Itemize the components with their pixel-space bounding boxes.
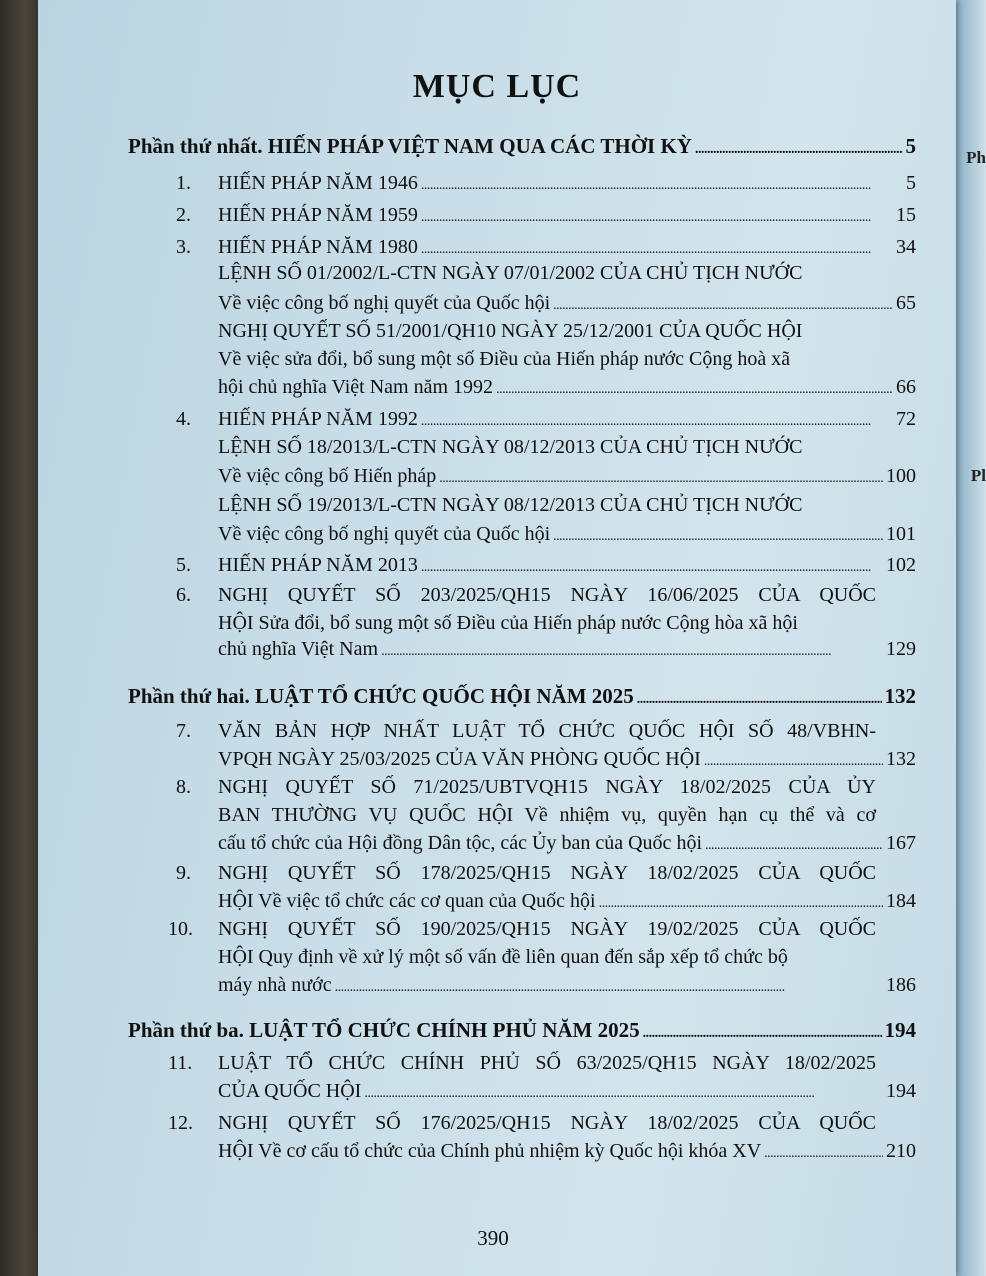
entry-10-line-3: máy nhà nước: [218, 974, 332, 996]
entry-5: [218, 554, 916, 577]
entry-4-title: HIẾN PHÁP NĂM 1992: [218, 408, 418, 430]
entry-12: [218, 1140, 916, 1163]
entry-5-title: HIẾN PHÁP NĂM 2013: [218, 554, 418, 576]
part-2-title: Phần thứ hai. LUẬT TỔ CHỨC QUỐC HỘI NĂM 2025: [128, 684, 634, 708]
part-3-entry: [128, 1018, 916, 1043]
entry-7-line-2: VPQH NGÀY 25/03/2025 CỦA VĂN PHÒNG QUỐC HỘI: [218, 748, 701, 770]
entry-11-line-2: CỦA QUỐC HỘI: [218, 1080, 362, 1102]
part-1-entry: [128, 134, 916, 159]
entry-3-page: 34: [896, 236, 916, 258]
leader-dots: [553, 298, 893, 314]
entry-1: [218, 172, 916, 195]
leader-dots: [496, 382, 893, 398]
entry-12-line-1: NGHỊ QUYẾT SỐ 176/2025/QH15 NGÀY 18/02/2025 CỦA QUỐC: [218, 1112, 876, 1134]
side-letter-1: Ph: [966, 148, 986, 167]
entry-8-line-3: cấu tổ chức của Hội đồng Dân tộc, các Ủy ban của Quốc hội: [218, 832, 702, 854]
entry-1-page: 5: [906, 172, 916, 194]
entry-7-number: 7.: [176, 720, 191, 742]
entry-9-line-2: HỘI Về việc tổ chức các cơ quan của Quốc hội: [218, 890, 596, 912]
entry-3: [218, 236, 916, 259]
page-title: MỤC LỤC: [412, 68, 582, 105]
entry-1-title: HIẾN PHÁP NĂM 1946: [218, 172, 418, 194]
entry-10-number: 10.: [168, 918, 193, 940]
entry-9-line-1: NGHỊ QUYẾT SỐ 178/2025/QH15 NGÀY 18/02/2025 CỦA QUỐC: [218, 862, 876, 884]
leader-dots: [643, 1026, 882, 1042]
entry-3b: [218, 376, 916, 399]
leader-dots: [637, 692, 882, 708]
entry-6-line-3: chủ nghĩa Việt Nam: [218, 638, 379, 660]
entry-1-number: 1.: [176, 172, 191, 194]
entry-6: [218, 638, 916, 661]
entry-9-number: 9.: [176, 862, 191, 884]
leader-dots: [553, 529, 883, 545]
entry-4a-page: 100: [886, 465, 916, 487]
leader-dots: [599, 896, 883, 912]
part-2-entry: [128, 684, 916, 709]
entry-2-page: 15: [896, 204, 916, 226]
entry-7-line-1: VĂN BẢN HỢP NHẤT LUẬT TỔ CHỨC QUỐC HỘI SỐ 48/VBHN-: [218, 720, 876, 742]
entry-3b-line-3: hội chủ nghĩa Việt Nam năm 1992: [218, 376, 494, 398]
leader-dots: [704, 754, 883, 770]
entry-4-page: 72: [896, 408, 916, 430]
leader-dots: [421, 242, 893, 258]
entry-2-number: 2.: [176, 204, 191, 226]
entry-3a-line-2: Về việc công bố nghị quyết của Quốc hội: [218, 292, 551, 314]
entry-3b-line-2: Về việc sửa đổi, bổ sung một số Điều của Hiến pháp nước Cộng hoà xã: [218, 348, 791, 370]
entry-4a-line-2: Về việc công bố Hiến pháp: [218, 465, 437, 487]
leader-dots: [764, 1146, 883, 1162]
entry-4b: [218, 523, 916, 546]
entry-10-page: 186: [886, 974, 916, 996]
entry-11-line-1: LUẬT TỔ CHỨC CHÍNH PHỦ SỐ 63/2025/QH15 NGÀY 18/02/2025: [218, 1052, 876, 1074]
entry-8-number: 8.: [176, 776, 191, 798]
entry-4b-page: 101: [886, 523, 916, 545]
entry-12-number: 12.: [168, 1112, 193, 1134]
entry-2: [218, 204, 916, 227]
entry-4: [218, 408, 916, 431]
entry-10-line-2: HỘI Quy định về xử lý một số vấn đề liên quan đến sắp xếp tổ chức bộ: [218, 946, 788, 968]
entry-4a-line-1: LỆNH SỐ 18/2013/L-CTN NGÀY 08/12/2013 CỦA CHỦ TỊCH NƯỚC: [218, 436, 803, 458]
leader-dots: [421, 210, 893, 226]
entry-3-title: HIẾN PHÁP NĂM 1980: [218, 236, 418, 258]
entry-3a-page: 65: [896, 292, 916, 314]
entry-7: [218, 748, 916, 771]
entry-4b-line-2: Về việc công bố nghị quyết của Quốc hội: [218, 523, 551, 545]
entry-5-number: 5.: [176, 554, 191, 576]
part-1-page: 5: [905, 134, 916, 158]
entry-4-number: 4.: [176, 408, 191, 430]
entry-3-number: 3.: [176, 236, 191, 258]
entry-3b-page: 66: [896, 376, 916, 398]
entry-8: [218, 832, 916, 855]
entry-8-page: 167: [886, 832, 916, 854]
entry-11-page: 194: [886, 1080, 916, 1102]
leader-dots: [421, 560, 883, 576]
entry-3a-line-1: LỆNH SỐ 01/2002/L-CTN NGÀY 07/01/2002 CỦA CHỦ TỊCH NƯỚC: [218, 262, 803, 284]
entry-10-line-1: NGHỊ QUYẾT SỐ 190/2025/QH15 NGÀY 19/02/2025 CỦA QUỐC: [218, 918, 876, 940]
leader-dots: [364, 1086, 883, 1102]
entry-9: [218, 890, 916, 913]
entry-10: [218, 974, 916, 997]
leader-dots: [695, 142, 903, 158]
leader-dots: [335, 980, 883, 996]
entry-9-page: 184: [886, 890, 916, 912]
entry-7-page: 132: [886, 748, 916, 770]
part-1-title: Phần thứ nhất. HIẾN PHÁP VIỆT NAM QUA CÁC THỜI KỲ: [128, 134, 692, 158]
entry-6-line-1: NGHỊ QUYẾT SỐ 203/2025/QH15 NGÀY 16/06/2025 CỦA QUỐC: [218, 584, 876, 606]
entry-3a: [218, 292, 916, 315]
entry-6-number: 6.: [176, 584, 191, 606]
entry-5-page: 102: [886, 554, 916, 576]
leader-dots: [421, 414, 893, 430]
part-3-page: 194: [884, 1018, 916, 1042]
entry-12-line-2: HỘI Về cơ cấu tổ chức của Chính phủ nhiệm kỳ Quốc hội khóa XV: [218, 1140, 762, 1162]
entry-12-page: 210: [886, 1140, 916, 1162]
part-3-title: Phần thứ ba. LUẬT TỔ CHỨC CHÍNH PHỦ NĂM 2025: [128, 1018, 640, 1042]
entry-11: [218, 1080, 916, 1103]
leader-dots: [705, 838, 883, 854]
leader-dots: [421, 178, 903, 194]
entry-6-page: 129: [886, 638, 916, 660]
entry-8-line-1: NGHỊ QUYẾT SỐ 71/2025/UBTVQH15 NGÀY 18/02/2025 CỦA ỦY: [218, 776, 876, 798]
entry-8-line-2: BAN THƯỜNG VỤ QUỐC HỘI Về nhiệm vụ, quyền hạn cụ thể và cơ: [218, 804, 876, 826]
page-number: 390: [477, 1226, 509, 1250]
entry-2-title: HIẾN PHÁP NĂM 1959: [218, 204, 418, 226]
side-letter-2: Pl: [970, 466, 986, 485]
part-2-page: 132: [884, 684, 916, 708]
entry-11-number: 11.: [168, 1052, 193, 1074]
entry-3b-line-1: NGHỊ QUYẾT SỐ 51/2001/QH10 NGÀY 25/12/2001 CỦA QUỐC HỘI: [218, 320, 803, 342]
leader-dots: [381, 644, 883, 660]
entry-4a: [218, 465, 916, 488]
entry-6-line-2: HỘI Sửa đổi, bổ sung một số Điều của Hiến pháp nước Cộng hòa xã hội: [218, 612, 798, 634]
leader-dots: [439, 471, 883, 487]
entry-4b-line-1: LỆNH SỐ 19/2013/L-CTN NGÀY 08/12/2013 CỦA CHỦ TỊCH NƯỚC: [218, 494, 803, 516]
